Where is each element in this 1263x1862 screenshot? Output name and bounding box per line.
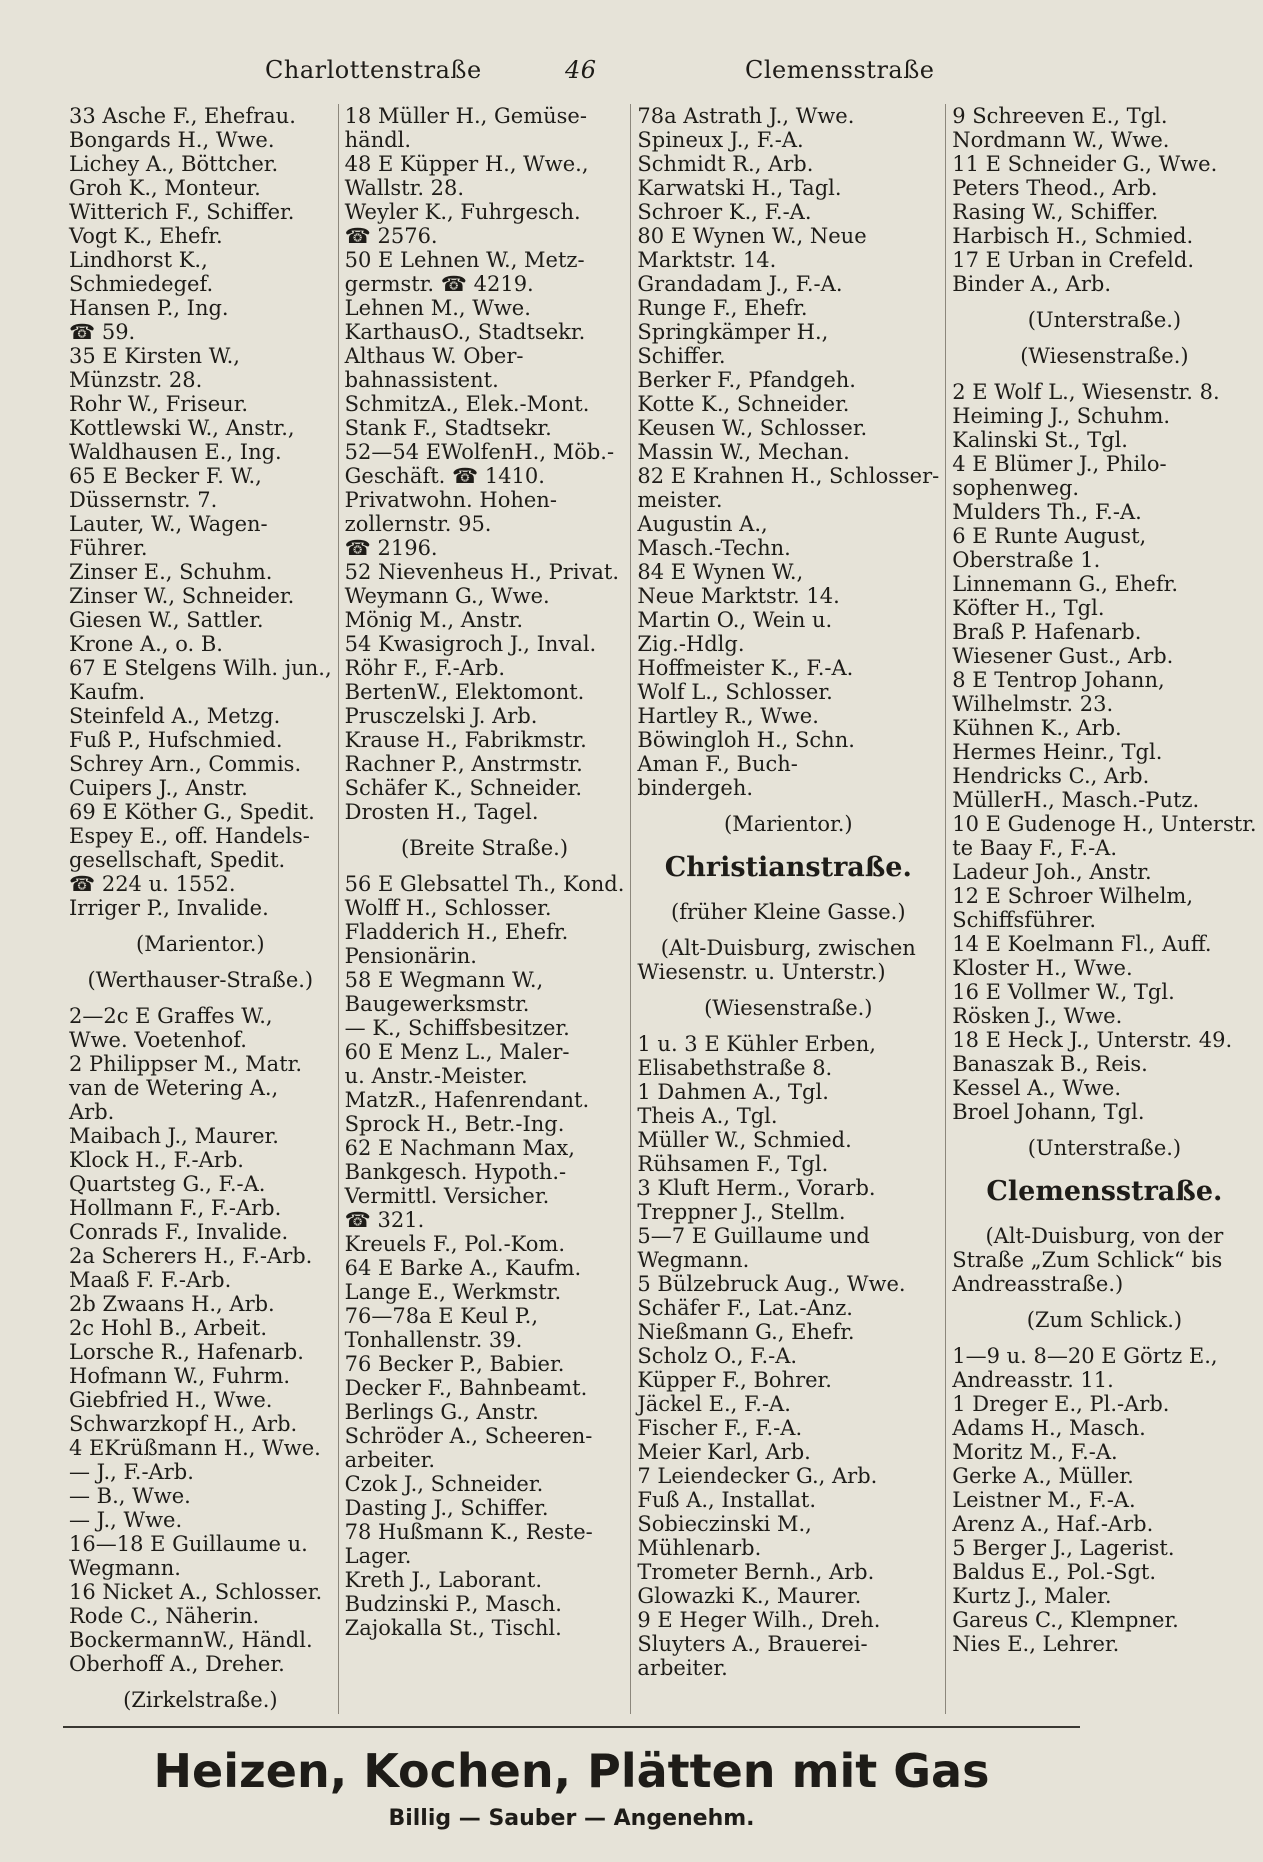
- spacer: [952, 1296, 1256, 1308]
- directory-entry: 58 E Wegmann W.,: [344, 968, 544, 992]
- directory-entry: ☎ 59.: [69, 320, 136, 344]
- directory-entry: Sluyters A., Brauerei-: [637, 1632, 868, 1656]
- directory-column-2: [338, 104, 631, 1714]
- directory-entry: Augustin A.,: [637, 512, 768, 536]
- directory-entry: 62 E Nachmann Max,: [344, 1136, 575, 1160]
- directory-entry: MüllerH., Masch.-Putz.: [952, 788, 1200, 812]
- directory-entry: Kottlewski W., Anstr.,: [69, 416, 295, 440]
- directory-entry: ☎ 2576.: [344, 224, 438, 248]
- spacer: [952, 368, 1256, 380]
- spacer: [952, 1124, 1256, 1136]
- directory-entry: Schiffer.: [637, 344, 726, 368]
- directory-entry: Schroer K., F.-A.: [637, 200, 812, 224]
- directory-entry: Wiesenstr. u. Unterstr.): [637, 960, 886, 984]
- cross-street-note: (Unterstraße.): [1027, 308, 1182, 332]
- directory-entry: 67 E Stelgens Wilh. jun.,: [69, 656, 332, 680]
- directory-entry: ☎ 224 u. 1552.: [69, 872, 236, 896]
- directory-entry: Kreuels F., Pol.-Kom.: [344, 1232, 566, 1256]
- directory-entry: Lichey A., Böttcher.: [69, 152, 279, 176]
- directory-entry: Zinser W., Schneider.: [69, 584, 295, 608]
- directory-entry: Nießmann G., Ehefr.: [637, 1320, 855, 1344]
- directory-entry: Weymann G., Wwe.: [344, 584, 550, 608]
- directory-entry: Rasing W., Schiffer.: [952, 200, 1159, 224]
- directory-entry: Münzstr. 28.: [69, 368, 203, 392]
- directory-column-4: [945, 104, 1262, 1714]
- street-heading: Christianstraße.: [664, 852, 912, 883]
- directory-entry: Baldus E., Pol.-Sgt.: [952, 1560, 1157, 1584]
- directory-entry: Köfter H., Tgl.: [952, 596, 1105, 620]
- directory-entry: Hansen P., Ing.: [69, 296, 229, 320]
- directory-entry: Kotte K., Schneider.: [637, 392, 850, 416]
- directory-entry: 35 E Kirsten W.,: [69, 344, 240, 368]
- directory-entry: bahnassistent.: [344, 368, 499, 392]
- cross-street-note: (Marientor.): [724, 812, 853, 836]
- directory-column-3: [630, 104, 945, 1714]
- directory-entry: Witterich F., Schiffer.: [69, 200, 295, 224]
- directory-entry: Broel Johann, Tgl.: [952, 1100, 1145, 1124]
- directory-entry: Wallstr. 28.: [344, 176, 465, 200]
- directory-entry: 78 Hußmann K., Reste-: [344, 1520, 593, 1544]
- directory-entry: Kaufm.: [69, 680, 146, 704]
- directory-entry: 1 Dreger E., Pl.-Arb.: [952, 1392, 1170, 1416]
- directory-entry: 56 E Glebsattel Th., Kond.: [344, 872, 625, 896]
- directory-entry: Klock H., F.-Arb.: [69, 1148, 244, 1172]
- directory-entry: Krone A., o. B.: [69, 632, 223, 656]
- ad-divider: [63, 1726, 1080, 1728]
- directory-entry: Waldhausen E., Ing.: [69, 440, 282, 464]
- cross-street-note: (Wiesenstraße.): [704, 996, 873, 1020]
- directory-entry: Prusczelski J. Arb.: [344, 704, 538, 728]
- directory-entry: Stank F., Stadtsekr.: [344, 416, 552, 440]
- directory-entry: Wegmann.: [637, 1248, 750, 1272]
- directory-entry: Berlings G., Anstr.: [344, 1400, 539, 1424]
- cross-street-note: (Unterstraße.): [1027, 1136, 1182, 1160]
- directory-entry: Jäckel E., F.-A.: [637, 1392, 791, 1416]
- directory-entry: Braß P. Hafenarb.: [952, 620, 1142, 644]
- directory-entry: 3 Kluft Herm., Vorarb.: [637, 1176, 876, 1200]
- directory-entry: Baugewerksmstr.: [344, 992, 530, 1016]
- directory-entry: 14 E Koelmann Fl., Auff.: [952, 932, 1212, 956]
- directory-entry: Lorsche R., Hafenarb.: [69, 1340, 304, 1364]
- directory-entry: Tonhallenstr. 39.: [344, 1328, 523, 1352]
- directory-entry: Vogt K., Ehefr.: [69, 224, 223, 248]
- directory-entry: 11 E Schneider G., Wwe.: [952, 152, 1218, 176]
- directory-entry: Althaus W. Ober-: [344, 344, 524, 368]
- cross-street-note: (Zum Schlick.): [1026, 1308, 1183, 1332]
- directory-entry: Zinser E., Schuhm.: [69, 560, 273, 584]
- directory-entry: meister.: [637, 488, 723, 512]
- header-right-street: Clemensstraße: [745, 56, 935, 84]
- cross-street-note: (Werthauser-Straße.): [87, 968, 314, 992]
- directory-entry: — J., F.-Arb.: [69, 1460, 194, 1484]
- directory-entry: 52 Nievenheus H., Privat.: [344, 560, 620, 584]
- directory-entry: Schmiedegef.: [69, 272, 214, 296]
- directory-entry: — K., Schiffsbesitzer.: [344, 1016, 570, 1040]
- directory-entry: 1 Dahmen A., Tgl.: [637, 1080, 829, 1104]
- directory-entry: Meier Karl, Arb.: [637, 1440, 811, 1464]
- directory-entry: 2 E Wolf L., Wiesenstr. 8.: [952, 380, 1220, 404]
- directory-entry: arbeiter.: [344, 1448, 436, 1472]
- directory-entry: Schwarzkopf H., Arb.: [69, 1412, 298, 1436]
- directory-entry: Fuß A., Installat.: [637, 1488, 817, 1512]
- directory-entry: 16—18 E Guillaume u.: [69, 1532, 308, 1556]
- directory-entry: Sprock H., Betr.-Ing.: [344, 1112, 565, 1136]
- directory-entry: zollernstr. 95.: [344, 512, 492, 536]
- directory-entry: Kühnen K., Arb.: [952, 716, 1122, 740]
- directory-entry: Conrads F., Invalide.: [69, 1220, 289, 1244]
- directory-entry: Budzinski P., Masch.: [344, 1592, 562, 1616]
- directory-entry: Mönig M., Anstr.: [344, 608, 524, 632]
- directory-entry: Spineux J., F.-A.: [637, 128, 804, 152]
- directory-entry: Moritz M., F.-A.: [952, 1440, 1118, 1464]
- directory-entry: Wilhelmstr. 23.: [952, 692, 1114, 716]
- spacer: [637, 1020, 939, 1032]
- directory-entry: 9 E Heger Wilh., Dreh.: [637, 1608, 881, 1632]
- spacer: [637, 800, 939, 812]
- directory-entry: Kloster H., Wwe.: [952, 956, 1133, 980]
- directory-entry: 2 Philippser M., Matr.: [69, 1052, 303, 1076]
- directory-entry: Runge F., Ehefr.: [637, 296, 808, 320]
- directory-entry: Dasting J., Schiffer.: [344, 1496, 549, 1520]
- directory-entry: Küpper F., Bohrer.: [637, 1368, 832, 1392]
- directory-entry: 48 E Küpper H., Wwe.,: [344, 152, 589, 176]
- directory-entry: Arb.: [69, 1100, 115, 1124]
- directory-entry: Gerke A., Müller.: [952, 1464, 1134, 1488]
- directory-entry: Mühlenarb.: [637, 1536, 762, 1560]
- directory-entry: 16 E Vollmer W., Tgl.: [952, 980, 1175, 1004]
- directory-entry: SchmitzA., Elek.-Mont.: [344, 392, 590, 416]
- directory-entry: gesellschaft, Spedit.: [69, 848, 286, 872]
- directory-entry: Heiming J., Schuhm.: [952, 404, 1171, 428]
- directory-entry: Peters Theod., Arb.: [952, 176, 1158, 200]
- header-left-street: Charlottenstraße: [265, 56, 482, 84]
- directory-entry: Mulders Th., F.-A.: [952, 500, 1142, 524]
- spacer: [69, 1676, 332, 1688]
- directory-entry: 76—78a E Keul P.,: [344, 1304, 538, 1328]
- directory-entry: Ladeur Joh., Anstr.: [952, 860, 1152, 884]
- directory-entry: Masch.-Techn.: [637, 536, 791, 560]
- directory-entry: 64 E Barke A., Kaufm.: [344, 1256, 582, 1280]
- directory-entry: Lehnen M., Wwe.: [344, 296, 531, 320]
- spacer: [637, 924, 939, 936]
- advertisement-subtitle: Billig — Sauber — Angenehm.: [388, 1806, 755, 1831]
- directory-entry: sophenweg.: [952, 476, 1080, 500]
- directory-entry: Rühsamen F., Tgl.: [637, 1152, 829, 1176]
- directory-entry: van de Wetering A.,: [69, 1076, 279, 1100]
- spacer: [952, 1212, 1256, 1224]
- directory-entry: Martin O., Wein u.: [637, 608, 833, 632]
- directory-entry: 1—9 u. 8—20 E Görtz E.,: [952, 1344, 1218, 1368]
- directory-entry: Espey E., off. Handels-: [69, 824, 310, 848]
- directory-entry: Schäfer F., Lat.-Anz.: [637, 1296, 853, 1320]
- cross-street-note: (Breite Straße.): [400, 836, 569, 860]
- spacer: [952, 1332, 1256, 1344]
- directory-entry: BockermannW., Händl.: [69, 1628, 313, 1652]
- directory-entry: Lager.: [344, 1544, 412, 1568]
- directory-entry: Czok J., Schneider.: [344, 1472, 544, 1496]
- spacer: [952, 296, 1256, 308]
- directory-entry: Lauter, W., Wagen-: [69, 512, 268, 536]
- directory-entry: Vermittl. Versicher.: [344, 1184, 550, 1208]
- directory-entry: Düssernstr. 7.: [69, 488, 218, 512]
- directory-entry: Scholz O., F.-A.: [637, 1344, 798, 1368]
- directory-entry: Bankgesch. Hypoth.-: [344, 1160, 567, 1184]
- directory-entry: Fuß P., Hufschmied.: [69, 728, 283, 752]
- directory-entry: Röhr F., F.-Arb.: [344, 656, 506, 680]
- directory-entry: 4 E Blümer J., Philo-: [952, 452, 1167, 476]
- directory-entry: Weyler K., Fuhrgesch.: [344, 200, 581, 224]
- directory-entry: Andreasstraße.): [952, 1272, 1124, 1296]
- spacer: [952, 1160, 1256, 1172]
- page-header: [65, 56, 1075, 96]
- directory-entry: Hermes Heinr., Tgl.: [952, 740, 1163, 764]
- street-heading: Clemensstraße.: [986, 1176, 1223, 1207]
- directory-entry: Pensionärin.: [344, 944, 477, 968]
- directory-entry: 10 E Gudenoge H., Unterstr.: [952, 812, 1257, 836]
- directory-entry: Steinfeld A., Metzg.: [69, 704, 281, 728]
- directory-entry: Straße „Zum Schlick“ bis: [952, 1248, 1223, 1272]
- directory-entry: Privatwohn. Hohen-: [344, 488, 557, 512]
- directory-entry: Giesen W., Sattler.: [69, 608, 264, 632]
- directory-entry: 4 EKrüßmann H., Wwe.: [69, 1436, 321, 1460]
- directory-entry: Decker F., Bahnbeamt.: [344, 1376, 588, 1400]
- directory-entry: Rachner P., Anstrmstr.: [344, 752, 583, 776]
- directory-entry: Hofmann W., Fuhrm.: [69, 1364, 291, 1388]
- directory-entry: Harbisch H., Schmied.: [952, 224, 1194, 248]
- directory-entry: Zajokalla St., Tischl.: [344, 1616, 562, 1640]
- directory-entry: 6 E Runte August,: [952, 524, 1147, 548]
- directory-entry: ☎ 321.: [344, 1208, 425, 1232]
- spacer: [345, 860, 625, 872]
- directory-entry: MatzR., Hafenrendant.: [344, 1088, 590, 1112]
- directory-entry: Maibach J., Maurer.: [69, 1124, 279, 1148]
- directory-entry: 78a Astrath J., Wwe.: [637, 104, 855, 128]
- directory-entry: Wwe. Voetenhof.: [69, 1028, 247, 1052]
- directory-entry: Groh K., Monteur.: [69, 176, 261, 200]
- directory-entry: Nordmann W., Wwe.: [952, 128, 1170, 152]
- directory-entry: 76 Becker P., Babier.: [344, 1352, 565, 1376]
- directory-entry: te Baay F., F.-A.: [952, 836, 1118, 860]
- directory-entry: 12 E Schroer Wilhelm,: [952, 884, 1194, 908]
- directory-entry: Hartley R., Wwe.: [637, 704, 819, 728]
- directory-entry: 2a Scherers H., F.-Arb.: [69, 1244, 313, 1268]
- directory-entry: Oberstraße 1.: [952, 548, 1101, 572]
- directory-entry: — J., Wwe.: [69, 1508, 183, 1532]
- directory-entry: 5 Bülzebruck Aug., Wwe.: [637, 1272, 906, 1296]
- directory-entry: 54 Kwasigroch J., Inval.: [344, 632, 597, 656]
- directory-entry: Binder A., Arb.: [952, 272, 1111, 296]
- directory-entry: Marktstr. 14.: [637, 248, 777, 272]
- directory-entry: ☎ 2196.: [344, 536, 438, 560]
- directory-entry: Drosten H., Tagel.: [344, 800, 539, 824]
- directory-entry: Schäfer K., Schneider.: [344, 776, 583, 800]
- directory-column-1: [63, 104, 338, 1714]
- directory-entry: Fladderich H., Ehefr.: [344, 920, 569, 944]
- directory-entry: Schrey Arn., Commis.: [69, 752, 302, 776]
- directory-entry: Schmidt R., Arb.: [637, 152, 814, 176]
- directory-entry: Giebfried H., Wwe.: [69, 1388, 273, 1412]
- page-number: 46: [565, 56, 597, 84]
- directory-entry: Karwatski H., Tagl.: [637, 176, 842, 200]
- directory-entry: Adams H., Masch.: [952, 1416, 1146, 1440]
- directory-entry: Lindhorst K.,: [69, 248, 208, 272]
- directory-entry: arbeiter.: [637, 1656, 728, 1680]
- cross-street-note: (Alt-Duisburg, zwischen: [660, 936, 916, 960]
- directory-entry: 16 Nicket A., Schlosser.: [69, 1580, 323, 1604]
- directory-entry: Wegmann.: [69, 1556, 181, 1580]
- directory-entry: Trometer Bernh., Arb.: [637, 1560, 875, 1584]
- directory-entry: 52—54 EWolfenH., Möb.-: [344, 440, 615, 464]
- cross-street-note: (Zirkelstraße.): [123, 1688, 278, 1712]
- directory-entry: Rösken J., Wwe.: [952, 1004, 1123, 1028]
- cross-street-note: (Marientor.): [136, 932, 265, 956]
- directory-entry: Oberhoff A., Dreher.: [69, 1652, 285, 1676]
- directory-entry: 2b Zwaans H., Arb.: [69, 1292, 275, 1316]
- directory-entry: 5—7 E Guillaume und: [637, 1224, 870, 1248]
- directory-entry: Lange E., Werkmstr.: [344, 1280, 562, 1304]
- directory-entry: 80 E Wynen W., Neue: [637, 224, 867, 248]
- directory-columns: [63, 104, 1257, 1714]
- directory-entry: Neue Marktstr. 14.: [637, 584, 840, 608]
- directory-entry: 1 u. 3 E Kühler Erben,: [637, 1032, 876, 1056]
- directory-entry: Maaß F. F.-Arb.: [69, 1268, 232, 1292]
- directory-entry: 2c Hohl B., Arbeit.: [69, 1316, 268, 1340]
- directory-entry: Andreasstr. 11.: [952, 1368, 1114, 1392]
- spacer: [69, 956, 332, 968]
- directory-entry: KarthausO., Stadtsekr.: [344, 320, 586, 344]
- directory-entry: Schiffsführer.: [952, 908, 1096, 932]
- cross-street-note: (Wiesenstraße.): [1020, 344, 1189, 368]
- directory-entry: Hendricks C., Arb.: [952, 764, 1150, 788]
- advertisement-title: Heizen, Kochen, Plätten mit Gas: [153, 1744, 990, 1798]
- directory-entry: 60 E Menz L., Maler-: [344, 1040, 570, 1064]
- directory-entry: Springkämper H.,: [637, 320, 829, 344]
- directory-entry: 18 Müller H., Gemüse-: [344, 104, 587, 128]
- cross-street-note: (früher Kleine Gasse.): [671, 900, 906, 924]
- spacer: [345, 824, 625, 836]
- cross-street-note: (Alt-Duisburg, von der: [985, 1224, 1224, 1248]
- directory-entry: Quartsteg G., F.-A.: [69, 1172, 266, 1196]
- directory-entry: 65 E Becker F. W.,: [69, 464, 262, 488]
- directory-entry: 69 E Köther G., Spedit.: [69, 800, 315, 824]
- directory-entry: Kessel A., Wwe.: [952, 1076, 1121, 1100]
- spacer: [69, 992, 332, 1004]
- directory-entry: 17 E Urban in Crefeld.: [952, 248, 1195, 272]
- directory-entry: Aman F., Buch-: [637, 752, 798, 776]
- directory-entry: Leistner M., F.-A.: [952, 1488, 1136, 1512]
- directory-entry: Sobieczinski M.,: [637, 1512, 812, 1536]
- directory-entry: 82 E Krahnen H., Schlosser-: [637, 464, 940, 488]
- spacer: [637, 984, 939, 996]
- directory-entry: Hoffmeister K., F.-A.: [637, 656, 854, 680]
- directory-entry: Treppner J., Stellm.: [637, 1200, 846, 1224]
- directory-entry: Schröder A., Scheeren-: [344, 1424, 593, 1448]
- directory-entry: Böwingloh H., Schn.: [637, 728, 855, 752]
- spacer: [637, 836, 939, 848]
- directory-entry: Berker F., Pfandgeh.: [637, 368, 856, 392]
- directory-entry: Massin W., Mechan.: [637, 440, 850, 464]
- directory-entry: Fischer F., F.-A.: [637, 1416, 803, 1440]
- directory-entry: Rode C., Näherin.: [69, 1604, 260, 1628]
- directory-entry: Nies E., Lehrer.: [952, 1632, 1120, 1656]
- directory-entry: Führer.: [69, 536, 148, 560]
- directory-entry: Wolff H., Schlosser.: [344, 896, 552, 920]
- directory-entry: Linnemann G., Ehefr.: [952, 572, 1179, 596]
- directory-entry: händl.: [344, 128, 412, 152]
- directory-entry: 50 E Lehnen W., Metz-: [344, 248, 585, 272]
- directory-entry: Bongards H., Wwe.: [69, 128, 275, 152]
- directory-entry: Wiesener Gust., Arb.: [952, 644, 1174, 668]
- directory-entry: Cuipers J., Anstr.: [69, 776, 248, 800]
- directory-entry: u. Anstr.-Meister.: [344, 1064, 528, 1088]
- spacer: [952, 332, 1256, 344]
- directory-entry: 84 E Wynen W.,: [637, 560, 804, 584]
- directory-entry: 18 E Heck J., Unterstr. 49.: [952, 1028, 1233, 1052]
- directory-entry: Geschäft. ☎ 1410.: [344, 464, 545, 488]
- directory-entry: BertenW., Elektomont.: [344, 680, 585, 704]
- directory-entry: Elisabethstraße 8.: [637, 1056, 833, 1080]
- directory-entry: germstr. ☎ 4219.: [344, 272, 534, 296]
- directory-entry: Irriger P., Invalide.: [69, 896, 269, 920]
- directory-entry: Gareus C., Klempner.: [952, 1608, 1179, 1632]
- directory-entry: 8 E Tentrop Johann,: [952, 668, 1165, 692]
- directory-entry: Rohr W., Friseur.: [69, 392, 249, 416]
- directory-entry: Kalinski St., Tgl.: [952, 428, 1128, 452]
- directory-entry: 5 Berger J., Lagerist.: [952, 1536, 1175, 1560]
- directory-entry: Kurtz J., Maler.: [952, 1584, 1112, 1608]
- directory-entry: Theis A., Tgl.: [637, 1104, 778, 1128]
- directory-entry: Krause H., Fabrikmstr.: [344, 728, 587, 752]
- spacer: [69, 920, 332, 932]
- directory-entry: Müller W., Schmied.: [637, 1128, 852, 1152]
- directory-entry: — B., Wwe.: [69, 1484, 191, 1508]
- directory-entry: Grandadam J., F.-A.: [637, 272, 843, 296]
- directory-entry: Keusen W., Schlosser.: [637, 416, 868, 440]
- directory-entry: 2—2c E Graffes W.,: [69, 1004, 273, 1028]
- directory-entry: Wolf L., Schlosser.: [637, 680, 833, 704]
- directory-entry: Kreth J., Laborant.: [344, 1568, 543, 1592]
- directory-entry: Hollmann F., F.-Arb.: [69, 1196, 282, 1220]
- directory-entry: 7 Leiendecker G., Arb.: [637, 1464, 878, 1488]
- directory-entry: Arenz A., Haf.-Arb.: [952, 1512, 1154, 1536]
- directory-entry: 9 Schreeven E., Tgl.: [952, 104, 1168, 128]
- directory-entry: Banaszak B., Reis.: [952, 1052, 1148, 1076]
- directory-entry: Glowazki K., Maurer.: [637, 1584, 862, 1608]
- directory-entry: 33 Asche F., Ehefrau.: [69, 104, 296, 128]
- spacer: [637, 888, 939, 900]
- directory-entry: Zig.-Hdlg.: [637, 632, 745, 656]
- directory-entry: bindergeh.: [637, 776, 754, 800]
